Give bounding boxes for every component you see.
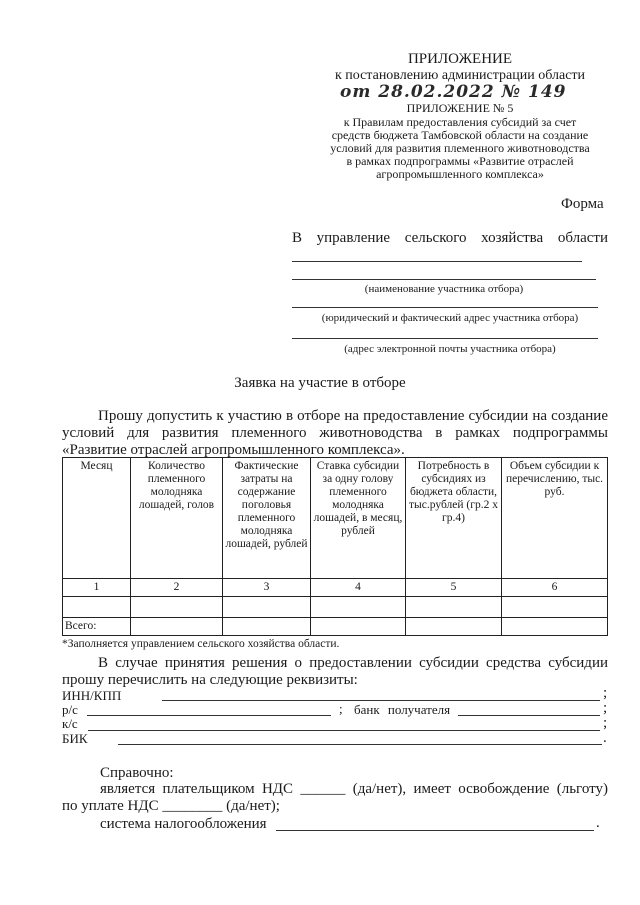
- bik-label: БИК: [62, 731, 88, 746]
- col-number: 2: [131, 579, 223, 597]
- account-field[interactable]: [87, 715, 331, 716]
- header-cell-month: Месяц: [63, 458, 131, 579]
- col-number: 1: [63, 579, 131, 597]
- tax-system-end: .: [596, 815, 600, 831]
- subsidy-table: [62, 457, 608, 636]
- corr-field[interactable]: [88, 730, 600, 731]
- table-cell[interactable]: [502, 618, 608, 636]
- table-header-row: [63, 458, 608, 579]
- table-cell[interactable]: [223, 597, 311, 618]
- bank-field[interactable]: [458, 715, 600, 716]
- table-cell[interactable]: [223, 618, 311, 636]
- table-cell[interactable]: [502, 597, 608, 618]
- table-cell[interactable]: [406, 597, 502, 618]
- corr-end: ;: [603, 715, 608, 731]
- application-body: Прошу допустить к участию в отборе на предоставление субсидии на создание условий для развития племенного животноводства в рамках подпрограммы «Развитие отраслей агропромышленного комплекса».: [62, 408, 608, 458]
- rules-line-1: к Правилам предоставления субсидий за счет: [343, 115, 577, 129]
- table-total-row: [63, 618, 608, 636]
- header-cell-costs: Фактические затраты на содержание поголовья племенного молодняка лошадей, рублей: [223, 458, 311, 579]
- rules-line-3: условий для развития племенного животноводства: [330, 141, 590, 155]
- address-line: [292, 307, 598, 308]
- table-cell[interactable]: [311, 597, 406, 618]
- header-cell-count: Количество племенного молодняка лошадей, голов: [131, 458, 223, 579]
- appendix-subtitle: к постановлению администрации области: [334, 68, 586, 83]
- table-cell[interactable]: [311, 618, 406, 636]
- payment-intro: В случае принятия решения о предоставлении субсидии средства субсидии прошу перечислить на следующие реквизиты:: [62, 655, 608, 688]
- name-caption: (наименование участника отбора): [364, 283, 524, 295]
- table-cell[interactable]: [63, 597, 131, 618]
- account-label: р/с: [62, 702, 78, 717]
- table-cell[interactable]: [406, 618, 502, 636]
- email-caption: (адрес электронной почты участника отбора): [344, 343, 556, 355]
- header-cell-volume: Объем субсидии к перечислению, тыс. руб.: [502, 458, 608, 579]
- col-number: 3: [223, 579, 311, 597]
- name-line-1: [292, 261, 582, 262]
- footnote: *Заполняется управлением сельского хозяйства области.: [62, 638, 340, 650]
- corr-label: к/с: [62, 716, 78, 731]
- col-number: 4: [311, 579, 406, 597]
- bank-label: банк получателя: [354, 702, 451, 717]
- inn-end: ;: [603, 685, 608, 701]
- bik-end: .: [603, 730, 607, 746]
- name-line-2: [292, 279, 596, 280]
- addressee-to: В управление сельского хозяйства области: [292, 230, 608, 246]
- inn-label: ИНН/КПП: [62, 688, 122, 703]
- handwritten-date: от 28.02.2022 № 149: [340, 82, 567, 102]
- col-number: 6: [502, 579, 608, 597]
- inn-field[interactable]: [162, 700, 600, 701]
- table-number-row: [63, 579, 608, 597]
- reference-title: Справочно:: [100, 765, 174, 781]
- table-cell[interactable]: [131, 618, 223, 636]
- appendix-title: ПРИЛОЖЕНИЕ: [407, 51, 513, 67]
- header-cell-rate: Ставка субсидии за одну голову племенного молодняка лошадей, в месяц, рублей: [311, 458, 406, 579]
- table-row: [63, 597, 608, 618]
- tax-system-label: система налогообложения: [100, 816, 267, 832]
- rules-line-5: агропромышленного комплекса»: [376, 167, 544, 181]
- header-cell-need: Потребность в субсидиях из бюджета области, тыс.рублей (гр.2 х гр.4): [406, 458, 502, 579]
- address-caption: (юридический и фактический адрес участника отбора): [321, 312, 579, 324]
- rules-line-2: средств бюджета Тамбовской области на создание: [331, 128, 589, 142]
- vat-line-1: является плательщиком НДС ______ (да/нет), имеет освобождение (льготу): [100, 781, 608, 797]
- rules-line-4: в рамках подпрограммы «Развитие отраслей: [346, 154, 574, 168]
- application-title: Заявка на участие в отборе: [234, 375, 406, 391]
- vat-line-2: по уплате НДС ________ (да/нет);: [62, 798, 280, 814]
- email-line: [292, 338, 598, 339]
- table-cell[interactable]: [131, 597, 223, 618]
- col-number: 5: [406, 579, 502, 597]
- total-label: Всего:: [63, 618, 131, 636]
- tax-system-field[interactable]: [276, 830, 594, 831]
- bank-end: ;: [603, 700, 608, 716]
- appendix-number: ПРИЛОЖЕНИЕ № 5: [406, 101, 514, 115]
- bik-field[interactable]: [118, 744, 602, 745]
- form-label: Форма: [561, 196, 604, 212]
